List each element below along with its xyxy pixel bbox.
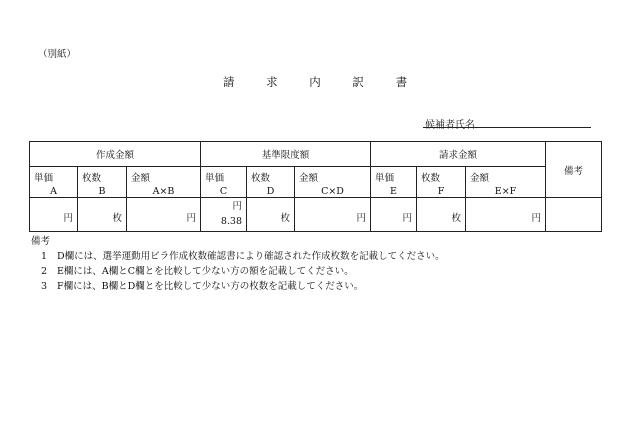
remarks-header: 備考 [546, 142, 602, 198]
value-cell-amount-cxd[interactable]: 円 [295, 198, 371, 232]
subheader-cell: 枚数 B [78, 167, 127, 198]
subheader-cell: 枚数 F [417, 167, 466, 198]
candidate-name-label: 候補者氏名 [425, 120, 475, 131]
subheader-cell: 金額 A×B [127, 167, 201, 198]
title-char: 請 [222, 75, 235, 89]
note-item: 1 D欄には、選挙運動用ビラ作成枚数確認書により確認された作成枚数を記載してください。 [41, 251, 445, 262]
c-value: 8.38 [220, 216, 243, 227]
title-char: 訳 [352, 75, 364, 89]
subheader-cell: 単価 C [201, 167, 247, 198]
note-item: 2 E欄には、A欄とC欄とを比較して少ない方の額を記載してください。 [41, 266, 354, 277]
value-cell-unit-price-c[interactable]: 円 8.38 [201, 198, 247, 232]
breakdown-table [29, 141, 602, 232]
subheader-cell: 単価 E [371, 167, 417, 198]
candidate-name-field[interactable] [423, 127, 591, 128]
group-header-standard-limit: 基準限度額 [201, 142, 371, 167]
subheader-cell: 金額 C×D [295, 167, 371, 198]
title-char: 内 [309, 75, 321, 89]
subheader-cell: 枚数 D [247, 167, 295, 198]
title-char: 書 [395, 75, 408, 89]
group-header-claim-amount: 請求金額 [371, 142, 546, 167]
document-title [0, 74, 630, 90]
value-cell-quantity-f[interactable]: 枚 [417, 198, 466, 232]
value-cell-unit-price-a[interactable]: 円 [30, 198, 78, 232]
value-cell-quantity-b[interactable]: 枚 [78, 198, 127, 232]
group-header-creation-amount: 作成金額 [30, 142, 201, 167]
value-cell-quantity-d[interactable]: 枚 [247, 198, 295, 232]
title-char: 求 [266, 75, 278, 89]
attachment-label: （別紙） [38, 49, 77, 60]
subheader-cell: 金額 E×F [466, 167, 546, 198]
notes-heading: 備考 [31, 236, 51, 247]
notes-section [31, 234, 445, 294]
note-item: 3 F欄には、B欄とD欄とを比較して少ない方の枚数を記載してください。 [41, 281, 364, 292]
table-subheader-row [30, 167, 602, 198]
value-cell-amount-exf[interactable]: 円 [466, 198, 546, 232]
value-cell-amount-axb[interactable]: 円 [127, 198, 201, 232]
table-value-row [30, 198, 602, 232]
value-cell-unit-price-e[interactable]: 円 [371, 198, 417, 232]
value-cell-remarks[interactable] [546, 198, 602, 232]
subheader-cell: 単価 A [30, 167, 78, 198]
table-header-row [30, 142, 602, 167]
